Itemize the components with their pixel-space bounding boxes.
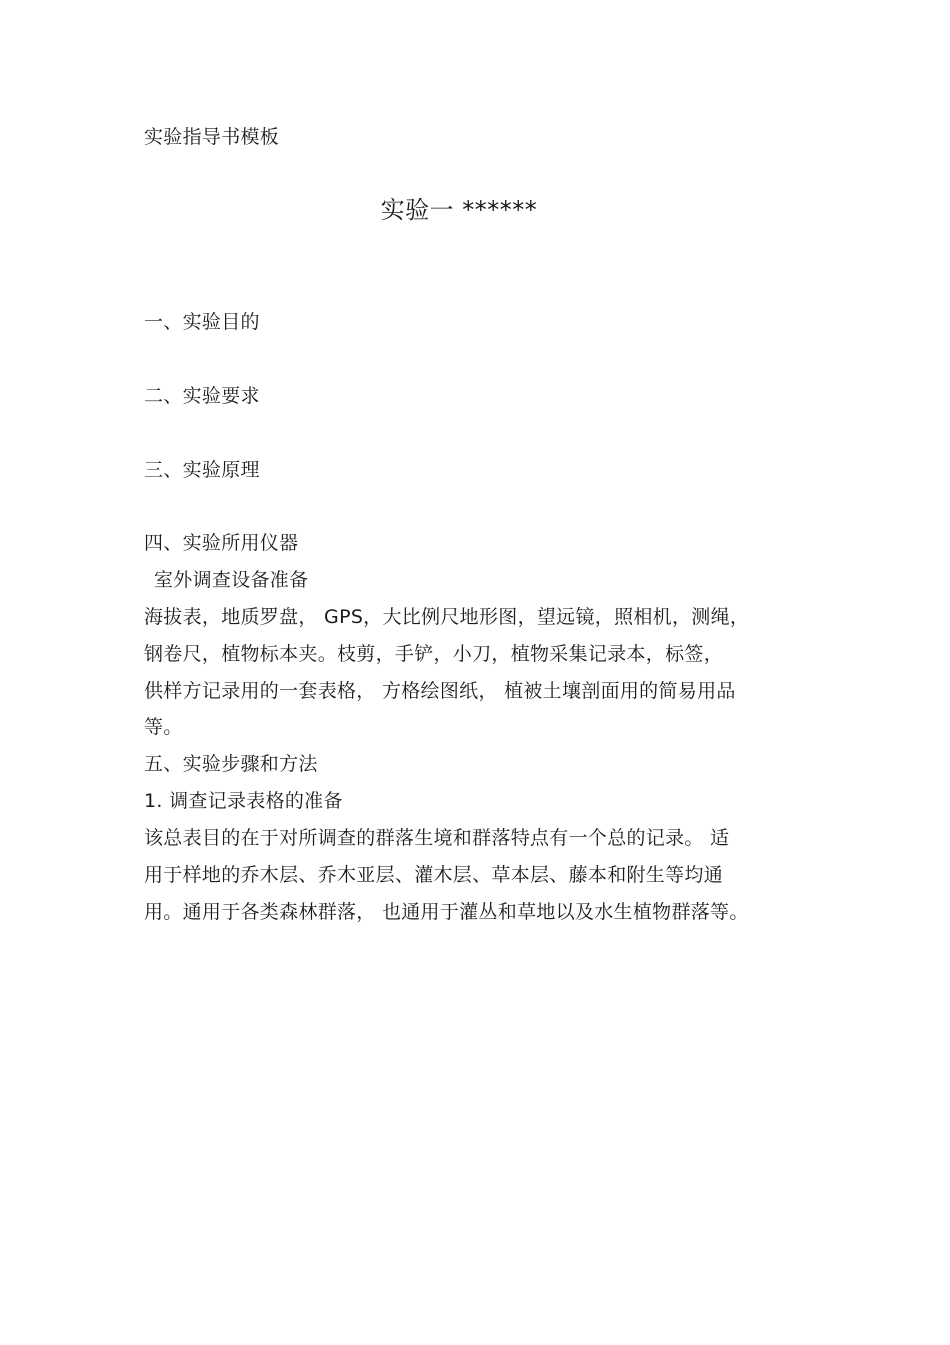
instruments-subheading: 室外调查设备准备 [154,569,309,591]
document-label: 实验指导书模板 [144,126,280,148]
instruments-paragraph-line: 钢卷尺，植物标本夹。枝剪，手铲，小刀，植物采集记录本，标签， [144,643,724,665]
section-heading-requirements: 二、实验要求 [144,385,260,407]
page-title: 实验一 ****** [380,196,538,224]
instruments-paragraph-line: 供样方记录用的一套表格， 方格绘图纸， 植被土壤剖面用的简易用品 [144,680,736,702]
instruments-paragraph-line: 海拔表，地质罗盘， GPS，大比例尺地形图，望远镜，照相机，测绳， [144,606,750,628]
instruments-paragraph-line: 等。 [144,716,183,738]
section-heading-steps: 五、实验步骤和方法 [144,753,318,775]
steps-paragraph-line: 该总表目的在于对所调查的群落生境和群落特点有一个总的记录。 适 [144,827,730,849]
steps-paragraph-line: 用于样地的乔木层、乔木亚层、灌木层、草本层、藤本和附生等均通 [144,864,724,886]
section-heading-principle: 三、实验原理 [144,459,260,481]
steps-subheading: 1. 调查记录表格的准备 [144,790,343,812]
steps-paragraph-line: 用。通用于各类森林群落， 也通用于灌丛和草地以及水生植物群落等。 [144,901,749,923]
section-heading-purpose: 一、实验目的 [144,311,260,333]
section-heading-instruments: 四、实验所用仪器 [144,532,299,554]
